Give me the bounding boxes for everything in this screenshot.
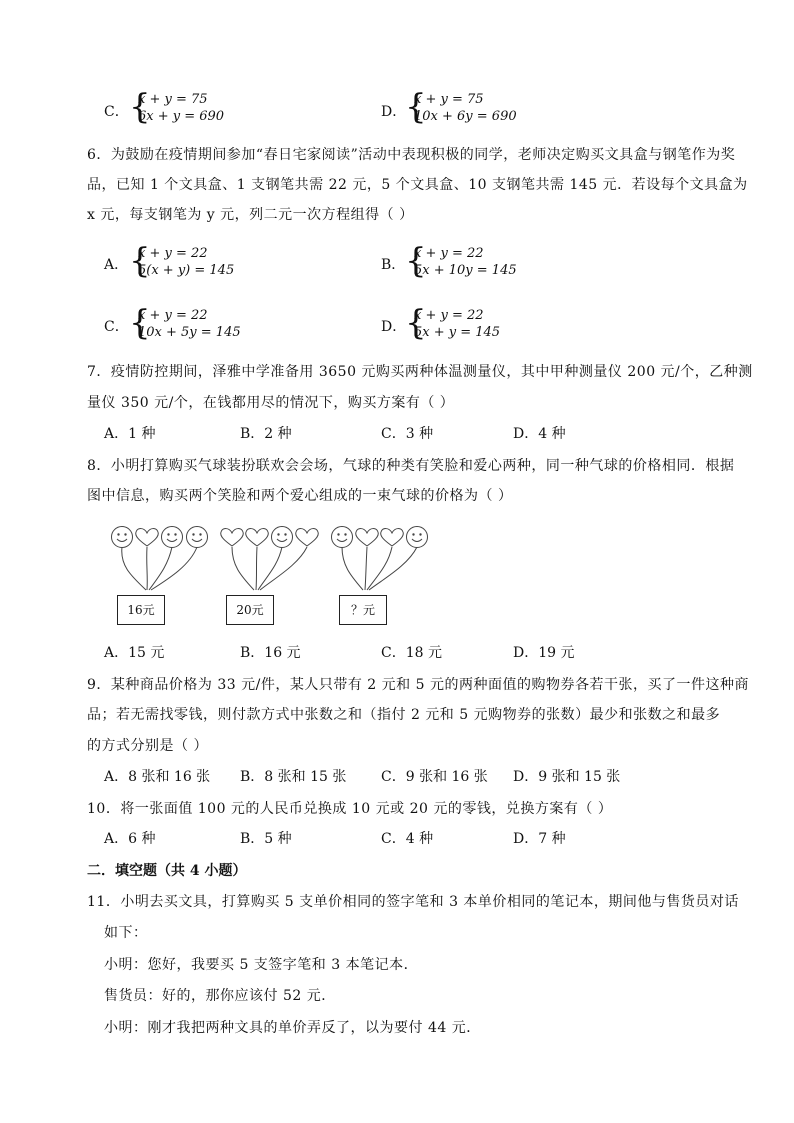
heart-balloon-icon <box>136 529 159 546</box>
balloon-bunch-3 <box>332 527 428 591</box>
smiley-balloon-icon <box>407 527 428 548</box>
q9-text-line: 的方式分别是（ ） <box>87 738 208 754</box>
q11-dialogue-line: 小明：刚才我把两种文具的单价弄反了，以为要付 44 元． <box>104 1020 481 1036</box>
q10-option-b: B．5 种 <box>240 831 292 847</box>
q11-text-line: 11．小明去买文具，打算购买 5 支单价相同的签字笔和 3 本单价相同的笔记本，期间他与售货员对话 <box>87 894 739 910</box>
option-letter: D． <box>381 104 407 120</box>
q9-option-c: C．9 张和 16 张 <box>381 769 488 785</box>
equation: 6x + y = 690 <box>138 109 225 124</box>
q7-option-c: C．3 种 <box>381 426 434 442</box>
brace-icon: { <box>129 303 151 343</box>
q5-option-c <box>104 102 129 122</box>
option-letter: B． <box>381 257 406 273</box>
q6-option-a <box>104 255 128 275</box>
equation: 5(x + y) = 145 <box>138 263 235 278</box>
q6-text-line: 6．为鼓励在疫情期间参加“春日宅家阅读”活动中表现积极的同学，老师决定购买文具盒与钢笔作为奖 <box>87 147 736 163</box>
price-label-2: 20元 <box>226 595 274 625</box>
balloon-figure <box>0 520 794 650</box>
q9-option-a: A．8 张和 16 张 <box>104 769 211 785</box>
heart-balloon-icon <box>246 529 269 546</box>
q10-option-c: C．4 种 <box>381 831 434 847</box>
q7-option-d: D．4 种 <box>513 426 566 442</box>
equation: x + y = 22 <box>138 308 208 323</box>
q9-text-line: 品；若无需找零钱，则付款方式中张数之和（指付 2 元和 5 元购物券的张数）最少和张数之和最多 <box>87 707 721 723</box>
price-label-1: 16元 <box>117 595 165 625</box>
q11-dialogue-line: 售货员：好的，那你应该付 52 元． <box>104 988 336 1004</box>
q7-option-a: A．1 种 <box>104 426 156 442</box>
equation: x + y = 22 <box>414 246 484 261</box>
option-letter: A． <box>104 257 129 273</box>
q9-option-d: D．9 张和 15 张 <box>513 769 621 785</box>
brace-icon: { <box>405 87 427 127</box>
price-label-3: ？元 <box>339 595 387 625</box>
equation: 5x + y = 145 <box>414 325 501 340</box>
heart-balloon-icon <box>356 529 379 546</box>
q9-text-line: 9．某种商品价格为 33 元/件，某人只带有 2 元和 5 元的两种面值的购物券各若干张，买了一件这种商 <box>87 677 749 693</box>
q11-dialogue-line: 小明：您好，我要买 5 支签字笔和 3 本笔记本． <box>104 957 419 973</box>
brace-icon: { <box>129 241 151 281</box>
heart-balloon-icon <box>221 529 244 546</box>
q8-text-line: 8．小明打算购买气球装扮联欢会会场，气球的种类有笑脸和爱心两种，同一种气球的价格相同．根据 <box>87 458 735 474</box>
equation: x + y = 22 <box>138 246 208 261</box>
q9-option-b: B．8 张和 15 张 <box>240 769 347 785</box>
option-letter: C． <box>104 104 129 120</box>
q6-option-c <box>104 317 129 337</box>
q7-option-b: B．2 种 <box>240 426 292 442</box>
smiley-balloon-icon <box>272 527 293 548</box>
q6-text-line: 品，已知 1 个文具盒、1 支钢笔共需 22 元，5 个文具盒、10 支钢笔共需 145 元．若设每个文具盒为 <box>87 177 748 193</box>
q5-option-d <box>381 102 406 122</box>
q10-text-line: 10．将一张面值 100 元的人民币兑换成 10 元或 20 元的零钱，兑换方案有（ ） <box>87 801 613 817</box>
q8-option-d: D．19 元 <box>513 645 575 661</box>
equation: 10x + 6y = 690 <box>414 109 517 124</box>
brace-icon: { <box>129 87 151 127</box>
q6-text-line: x 元，每支钢笔为 y 元，列二元一次方程组得（ ） <box>87 207 414 223</box>
smiley-balloon-icon <box>187 527 208 548</box>
q10-option-d: D．7 种 <box>513 831 566 847</box>
option-letter: D． <box>381 319 407 335</box>
q11-text-line: 如下： <box>104 925 148 941</box>
heart-balloon-icon <box>381 529 404 546</box>
section-heading: 二．填空题（共 4 小题） <box>87 863 247 879</box>
equation: x + y = 75 <box>414 92 484 107</box>
equation: x + y = 22 <box>414 308 484 323</box>
balloon-bunch-2 <box>221 527 319 591</box>
equation: 10x + 5y = 145 <box>138 325 241 340</box>
brace-icon: { <box>405 303 427 343</box>
heart-balloon-icon <box>296 529 319 546</box>
option-letter: C． <box>104 319 129 335</box>
q8-option-c: C．18 元 <box>381 645 442 661</box>
smiley-balloon-icon <box>332 527 353 548</box>
smiley-balloon-icon <box>112 527 133 548</box>
q7-text-line: 7．疫情防控期间，泽雅中学准备用 3650 元购买两种体温测量仪，其中甲种测量仪 200 元/个，乙种测 <box>87 364 753 380</box>
q10-option-a: A．6 种 <box>104 831 156 847</box>
equation: 5x + 10y = 145 <box>414 263 517 278</box>
q8-option-a: A．15 元 <box>104 645 165 661</box>
q7-text-line: 量仪 350 元/个，在钱都用尽的情况下，购买方案有（ ） <box>87 395 455 411</box>
q6-option-b <box>381 255 405 275</box>
equation: x + y = 75 <box>138 92 208 107</box>
brace-icon: { <box>405 241 427 281</box>
q6-option-d <box>381 317 406 337</box>
balloon-bunch-1 <box>112 527 208 591</box>
q8-option-b: B．16 元 <box>240 645 301 661</box>
q8-text-line: 图中信息，购买两个笑脸和两个爱心组成的一束气球的价格为（ ） <box>87 488 513 504</box>
smiley-balloon-icon <box>162 527 183 548</box>
